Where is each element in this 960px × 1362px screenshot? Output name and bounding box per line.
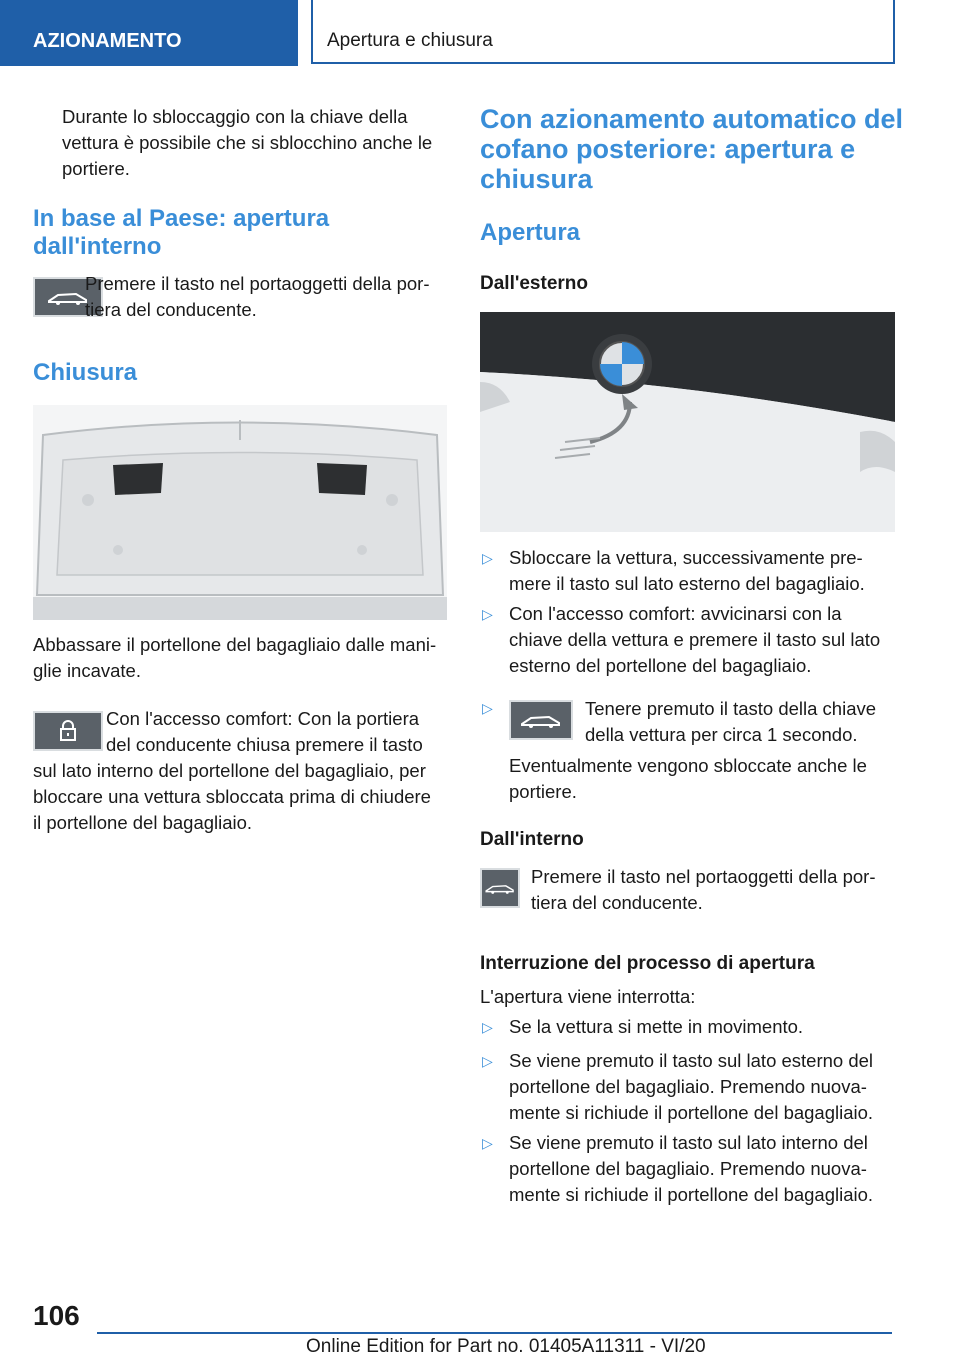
page-header bbox=[0, 0, 960, 66]
outside-bullet-2-line-1: Con l'accesso comfort: avvicinarsi con la bbox=[509, 603, 842, 624]
interrupt-bullet-3-line-3: mente si richiude il portellone del bagagliaio. bbox=[509, 1184, 874, 1205]
interrupt-heading: Interruzione del processo di apertura bbox=[480, 953, 815, 974]
footer-divider bbox=[97, 1332, 892, 1334]
inside-heading: Dall'interno bbox=[480, 829, 584, 850]
main-heading-3: chiusura bbox=[480, 164, 593, 194]
country-text-2: tiera del conducente. bbox=[85, 299, 257, 320]
edition-text: Online Edition for Part no. 01405A11311 - VI/20 bbox=[306, 1336, 706, 1357]
comfort-text-2: del conducente chiusa premere il tasto bbox=[106, 734, 423, 755]
triangle-bullet-icon: ▷ bbox=[482, 1019, 493, 1035]
outside-bullet-2-line-3: esterno del portellone del bagagliaio. bbox=[509, 655, 812, 676]
main-heading-1: Con azionamento automatico del bbox=[480, 104, 904, 134]
comfort-text-3: sul lato interno del portellone del bagagliaio, per bbox=[33, 760, 426, 781]
interrupt-bullet-2-line-3: mente si richiude il portellone del bagagliaio. bbox=[509, 1102, 874, 1123]
key-bullet-line-1: Tenere premuto il tasto della chiave bbox=[585, 698, 877, 719]
section-tab: AZIONAMENTO bbox=[0, 0, 298, 66]
interrupt-bullet-2-line-1: Se viene premuto il tasto sul lato esterno del bbox=[509, 1050, 874, 1071]
lock-icon bbox=[33, 711, 103, 751]
triangle-bullet-icon: ▷ bbox=[482, 1053, 493, 1069]
trunk-interior-image bbox=[33, 405, 447, 620]
country-text-1: Premere il tasto nel portaoggetti della por- bbox=[85, 273, 430, 294]
interrupt-bullet-2-line-2: portellone del bagagliaio. Premendo nuova- bbox=[509, 1076, 867, 1097]
triangle-bullet-icon: ▷ bbox=[482, 700, 493, 716]
triangle-bullet-icon: ▷ bbox=[482, 1135, 493, 1151]
interrupt-bullet-3-line-2: portellone del bagagliaio. Premendo nuova- bbox=[509, 1158, 867, 1179]
inside-text-2: tiera del conducente. bbox=[531, 892, 703, 913]
comfort-text-4: bloccare una vettura sbloccata prima di chiudere bbox=[33, 786, 431, 807]
open-heading: Apertura bbox=[480, 219, 581, 246]
triangle-bullet-icon: ▷ bbox=[482, 606, 493, 622]
comfort-text-1: Con l'accesso comfort: Con la portiera bbox=[106, 708, 420, 729]
key-bullet-line-2: della vettura per circa 1 secondo. bbox=[585, 724, 858, 745]
key-note-1: Eventualmente vengono sbloccate anche le bbox=[509, 755, 867, 776]
page-number: 106 bbox=[33, 1300, 80, 1331]
outside-heading: Dall'esterno bbox=[480, 273, 588, 294]
country-heading-2: dall'interno bbox=[33, 233, 162, 260]
intro-line-1: Durante lo sbloccaggio con la chiave della bbox=[62, 106, 408, 127]
interrupt-bullet-3-line-1: Se viene premuto il tasto sul lato interno del bbox=[509, 1132, 868, 1153]
intro-line-2: vettura è possibile che si sblocchino anche le bbox=[62, 132, 433, 153]
topic-tab: Apertura e chiusura bbox=[311, 0, 895, 64]
comfort-text-5: il portellone del bagagliaio. bbox=[33, 812, 253, 833]
trunk-icon bbox=[480, 868, 520, 908]
outside-bullet-1-line-1: Sbloccare la vettura, successivamente pre- bbox=[509, 547, 863, 568]
close-heading: Chiusura bbox=[33, 359, 138, 386]
inside-text-1: Premere il tasto nel portaoggetti della por- bbox=[531, 866, 876, 887]
intro-line-3: portiere. bbox=[62, 158, 130, 179]
key-note-2: portiere. bbox=[509, 781, 577, 802]
close-text-1: Abbassare il portellone del bagagliaio dalle mani- bbox=[33, 634, 437, 655]
main-heading-2: cofano posteriore: apertura e bbox=[480, 134, 856, 164]
triangle-bullet-icon: ▷ bbox=[482, 550, 493, 566]
interrupt-bullet-1-line-1: Se la vettura si mette in movimento. bbox=[509, 1016, 804, 1037]
outside-bullet-1-line-2: mere il tasto sul lato esterno del bagagliaio. bbox=[509, 573, 865, 594]
exterior-button-image bbox=[480, 312, 895, 532]
outside-bullet-2-line-2: chiave della vettura e premere il tasto sul lato bbox=[509, 629, 881, 650]
close-text-2: glie incavate. bbox=[33, 660, 141, 681]
interrupt-intro: L'apertura viene interrotta: bbox=[480, 986, 696, 1007]
country-heading-1: In base al Paese: apertura bbox=[33, 205, 330, 232]
trunk-icon bbox=[509, 700, 573, 740]
